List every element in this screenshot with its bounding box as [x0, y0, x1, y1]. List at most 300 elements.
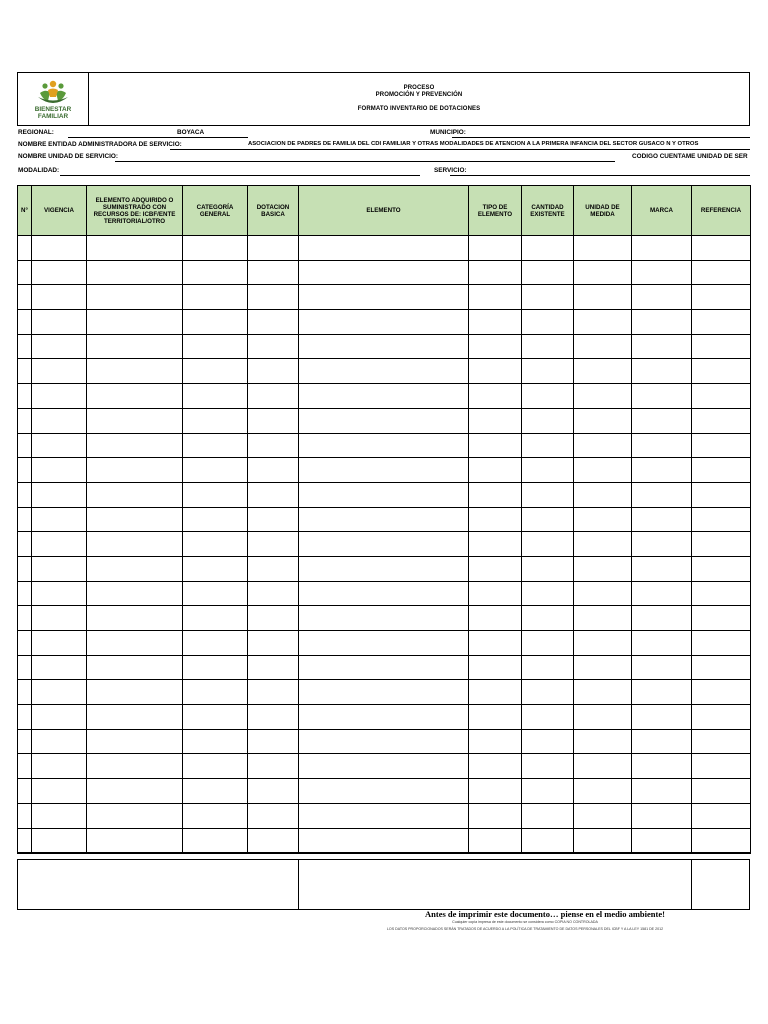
- col-header-elemento: ELEMENTO: [299, 186, 469, 236]
- table-cell[interactable]: [692, 433, 751, 458]
- table-cell[interactable]: [32, 680, 87, 705]
- table-cell[interactable]: [248, 236, 299, 261]
- table-cell[interactable]: [632, 260, 692, 285]
- table-cell[interactable]: [522, 285, 574, 310]
- table-cell[interactable]: [248, 680, 299, 705]
- table-cell[interactable]: [32, 581, 87, 606]
- table-cell[interactable]: [574, 680, 632, 705]
- table-cell[interactable]: [183, 779, 248, 804]
- table-cell[interactable]: [299, 334, 469, 359]
- table-cell[interactable]: [87, 236, 183, 261]
- table-cell[interactable]: [87, 754, 183, 779]
- table-cell[interactable]: [248, 458, 299, 483]
- table-cell[interactable]: [632, 606, 692, 631]
- inventory-table: [17, 185, 751, 854]
- table-cell[interactable]: [183, 828, 248, 853]
- table-cell[interactable]: [183, 754, 248, 779]
- table-cell[interactable]: [632, 581, 692, 606]
- table-cell[interactable]: [692, 828, 751, 853]
- regional-label: REGIONAL:: [18, 129, 54, 136]
- table-cell[interactable]: [87, 482, 183, 507]
- table-cell[interactable]: [522, 359, 574, 384]
- table-cell[interactable]: [632, 334, 692, 359]
- table-cell[interactable]: [632, 310, 692, 335]
- table-cell[interactable]: [183, 631, 248, 656]
- table-cell[interactable]: [469, 680, 522, 705]
- table-cell[interactable]: [632, 408, 692, 433]
- table-cell[interactable]: [692, 532, 751, 557]
- table-cell[interactable]: [32, 532, 87, 557]
- table-cell[interactable]: [632, 828, 692, 853]
- table-cell[interactable]: [574, 310, 632, 335]
- table-cell[interactable]: [32, 310, 87, 335]
- process-label: PROCESO: [403, 85, 435, 91]
- table-cell[interactable]: [522, 655, 574, 680]
- table-cell[interactable]: [299, 285, 469, 310]
- table-cell[interactable]: [248, 705, 299, 730]
- table-cell[interactable]: [299, 433, 469, 458]
- table-cell[interactable]: [248, 803, 299, 828]
- unidad-underline: [115, 161, 615, 162]
- table-cell[interactable]: [87, 729, 183, 754]
- modalidad-underline: [60, 175, 420, 176]
- table-cell[interactable]: [299, 556, 469, 581]
- table-cell[interactable]: [248, 729, 299, 754]
- table-cell[interactable]: [18, 433, 32, 458]
- table-cell[interactable]: [18, 458, 32, 483]
- table-cell[interactable]: [32, 705, 87, 730]
- table-cell[interactable]: [632, 680, 692, 705]
- table-cell[interactable]: [692, 631, 751, 656]
- process-name: PROMOCIÓN Y PREVENCIÓN: [375, 92, 463, 98]
- table-cell[interactable]: [183, 655, 248, 680]
- table-cell[interactable]: [692, 260, 751, 285]
- logo-text-bienestar: BIENESTAR: [34, 106, 72, 113]
- table-cell[interactable]: [632, 359, 692, 384]
- table-cell[interactable]: [299, 236, 469, 261]
- table-cell[interactable]: [522, 705, 574, 730]
- table-cell[interactable]: [522, 433, 574, 458]
- table-cell[interactable]: [183, 359, 248, 384]
- table-cell[interactable]: [18, 556, 32, 581]
- table-cell[interactable]: [692, 606, 751, 631]
- table-cell[interactable]: [183, 556, 248, 581]
- table-cell[interactable]: [183, 236, 248, 261]
- table-cell[interactable]: [248, 384, 299, 409]
- table-cell[interactable]: [574, 729, 632, 754]
- table-cell[interactable]: [632, 433, 692, 458]
- table-cell[interactable]: [32, 556, 87, 581]
- table-cell[interactable]: [692, 482, 751, 507]
- table-cell[interactable]: [299, 828, 469, 853]
- table-cell[interactable]: [692, 334, 751, 359]
- table-cell[interactable]: [522, 236, 574, 261]
- table-cell[interactable]: [32, 631, 87, 656]
- table-cell[interactable]: [248, 433, 299, 458]
- table-cell[interactable]: [692, 705, 751, 730]
- signature-box: [17, 859, 750, 910]
- table-cell[interactable]: [248, 310, 299, 335]
- table-cell[interactable]: [522, 754, 574, 779]
- table-cell[interactable]: [469, 384, 522, 409]
- table-cell[interactable]: [248, 556, 299, 581]
- table-cell[interactable]: [32, 803, 87, 828]
- table-cell[interactable]: [692, 384, 751, 409]
- table-cell[interactable]: [87, 310, 183, 335]
- table-cell[interactable]: [522, 729, 574, 754]
- table-cell[interactable]: [632, 507, 692, 532]
- table-cell[interactable]: [299, 803, 469, 828]
- table-cell[interactable]: [32, 408, 87, 433]
- table-cell[interactable]: [692, 729, 751, 754]
- table-cell[interactable]: [632, 754, 692, 779]
- table-cell[interactable]: [692, 458, 751, 483]
- table-cell[interactable]: [522, 384, 574, 409]
- table-cell[interactable]: [692, 556, 751, 581]
- table-cell[interactable]: [522, 803, 574, 828]
- table-cell[interactable]: [248, 285, 299, 310]
- table-cell[interactable]: [18, 359, 32, 384]
- table-cell[interactable]: [632, 285, 692, 310]
- table-cell[interactable]: [574, 631, 632, 656]
- table-cell[interactable]: [299, 359, 469, 384]
- table-cell[interactable]: [574, 334, 632, 359]
- table-body: [18, 236, 751, 854]
- table-cell[interactable]: [469, 359, 522, 384]
- table-cell[interactable]: [299, 680, 469, 705]
- table-cell[interactable]: [632, 532, 692, 557]
- table-cell[interactable]: [692, 680, 751, 705]
- table-cell[interactable]: [18, 384, 32, 409]
- table-cell[interactable]: [632, 729, 692, 754]
- table-cell[interactable]: [18, 828, 32, 853]
- table-cell[interactable]: [574, 779, 632, 804]
- table-cell[interactable]: [87, 803, 183, 828]
- table-cell[interactable]: [18, 285, 32, 310]
- table-cell[interactable]: [248, 828, 299, 853]
- table-cell[interactable]: [18, 260, 32, 285]
- table-cell[interactable]: [248, 754, 299, 779]
- table-cell[interactable]: [692, 408, 751, 433]
- table-row: [18, 779, 751, 804]
- table-cell[interactable]: [522, 556, 574, 581]
- table-row: [18, 729, 751, 754]
- table-cell[interactable]: [299, 581, 469, 606]
- logo-text-familiar: FAMILIAR: [37, 113, 69, 120]
- table-cell[interactable]: [692, 754, 751, 779]
- table-cell[interactable]: [469, 482, 522, 507]
- table-cell[interactable]: [18, 729, 32, 754]
- table-cell[interactable]: [522, 408, 574, 433]
- table-cell[interactable]: [299, 754, 469, 779]
- table-cell[interactable]: [574, 556, 632, 581]
- table-cell[interactable]: [692, 285, 751, 310]
- table-cell[interactable]: [692, 359, 751, 384]
- table-cell[interactable]: [299, 729, 469, 754]
- table-cell[interactable]: [574, 705, 632, 730]
- table-header-row: [18, 186, 751, 236]
- table-cell[interactable]: [183, 408, 248, 433]
- table-cell[interactable]: [18, 507, 32, 532]
- table-cell[interactable]: [32, 433, 87, 458]
- table-cell[interactable]: [32, 754, 87, 779]
- table-cell[interactable]: [522, 507, 574, 532]
- table-cell[interactable]: [469, 803, 522, 828]
- table-cell[interactable]: [32, 507, 87, 532]
- table-cell[interactable]: [469, 285, 522, 310]
- table-cell[interactable]: [632, 458, 692, 483]
- table-cell[interactable]: [87, 779, 183, 804]
- table-cell[interactable]: [87, 359, 183, 384]
- table-cell[interactable]: [469, 433, 522, 458]
- table-cell[interactable]: [32, 606, 87, 631]
- table-cell[interactable]: [87, 705, 183, 730]
- table-cell[interactable]: [18, 631, 32, 656]
- table-cell[interactable]: [469, 606, 522, 631]
- municipio-underline: [452, 137, 750, 138]
- table-cell[interactable]: [574, 803, 632, 828]
- table-cell[interactable]: [692, 507, 751, 532]
- table-cell[interactable]: [18, 779, 32, 804]
- table-cell[interactable]: [469, 631, 522, 656]
- table-cell[interactable]: [522, 334, 574, 359]
- table-cell[interactable]: [574, 433, 632, 458]
- table-cell[interactable]: [183, 532, 248, 557]
- table-cell[interactable]: [18, 754, 32, 779]
- table-cell[interactable]: [692, 779, 751, 804]
- table-cell[interactable]: [299, 482, 469, 507]
- table-cell[interactable]: [299, 705, 469, 730]
- table-cell[interactable]: [32, 655, 87, 680]
- table-cell[interactable]: [183, 310, 248, 335]
- table-cell[interactable]: [299, 507, 469, 532]
- table-cell[interactable]: [299, 606, 469, 631]
- table-cell[interactable]: [248, 581, 299, 606]
- table-cell[interactable]: [632, 482, 692, 507]
- table-cell[interactable]: [18, 803, 32, 828]
- table-cell[interactable]: [574, 507, 632, 532]
- table-cell[interactable]: [87, 507, 183, 532]
- table-cell[interactable]: [299, 655, 469, 680]
- table-cell[interactable]: [469, 260, 522, 285]
- table-cell[interactable]: [574, 655, 632, 680]
- table-cell[interactable]: [299, 384, 469, 409]
- table-cell[interactable]: [574, 581, 632, 606]
- table-cell[interactable]: [522, 828, 574, 853]
- table-cell[interactable]: [469, 828, 522, 853]
- table-row: [18, 754, 751, 779]
- table-cell[interactable]: [469, 655, 522, 680]
- table-cell[interactable]: [32, 482, 87, 507]
- table-cell[interactable]: [18, 606, 32, 631]
- table-cell[interactable]: [469, 236, 522, 261]
- table-cell[interactable]: [183, 334, 248, 359]
- table-cell[interactable]: [692, 803, 751, 828]
- table-cell[interactable]: [469, 458, 522, 483]
- privacy-note: LOS DATOS PROPORCIONADOS SERÁN TRATADOS DE ACUERDO A LA POLÍTICA DE TRATAMIENTO DE DATOS PERSONALES DEL ICBF Y A LA LEY 1581 DE 2012: [386, 927, 664, 931]
- table-cell[interactable]: [522, 458, 574, 483]
- table-cell[interactable]: [692, 236, 751, 261]
- table-cell[interactable]: [522, 260, 574, 285]
- table-cell[interactable]: [574, 260, 632, 285]
- table-cell[interactable]: [18, 655, 32, 680]
- table-cell[interactable]: [522, 631, 574, 656]
- table-cell[interactable]: [87, 828, 183, 853]
- table-cell[interactable]: [183, 803, 248, 828]
- table-cell[interactable]: [469, 408, 522, 433]
- table-cell[interactable]: [87, 655, 183, 680]
- table-cell[interactable]: [32, 384, 87, 409]
- table-cell[interactable]: [574, 408, 632, 433]
- table-row: [18, 433, 751, 458]
- table-cell[interactable]: [183, 581, 248, 606]
- table-cell[interactable]: [183, 606, 248, 631]
- table-cell[interactable]: [248, 655, 299, 680]
- table-cell[interactable]: [183, 458, 248, 483]
- table-cell[interactable]: [632, 803, 692, 828]
- table-cell[interactable]: [522, 779, 574, 804]
- table-cell[interactable]: [469, 754, 522, 779]
- table-cell[interactable]: [183, 482, 248, 507]
- table-cell[interactable]: [87, 285, 183, 310]
- table-cell[interactable]: [18, 532, 32, 557]
- table-cell[interactable]: [32, 729, 87, 754]
- table-cell[interactable]: [87, 532, 183, 557]
- table-cell[interactable]: [574, 359, 632, 384]
- entidad-label: NOMBRE ENTIDAD ADMINISTRADORA DE SERVICIO:: [18, 141, 182, 148]
- table-cell[interactable]: [183, 433, 248, 458]
- table-cell[interactable]: [574, 236, 632, 261]
- table-cell[interactable]: [522, 606, 574, 631]
- table-cell[interactable]: [18, 581, 32, 606]
- table-cell[interactable]: [248, 408, 299, 433]
- table-cell[interactable]: [632, 705, 692, 730]
- col-header-vigencia: VIGENCIA: [32, 186, 87, 236]
- table-cell[interactable]: [248, 334, 299, 359]
- table-cell[interactable]: [32, 458, 87, 483]
- table-cell[interactable]: [299, 310, 469, 335]
- table-cell[interactable]: [299, 532, 469, 557]
- table-cell[interactable]: [18, 310, 32, 335]
- table-cell[interactable]: [522, 581, 574, 606]
- table-cell[interactable]: [632, 384, 692, 409]
- table-cell[interactable]: [632, 236, 692, 261]
- table-cell[interactable]: [469, 581, 522, 606]
- table-cell[interactable]: [248, 779, 299, 804]
- table-cell[interactable]: [299, 260, 469, 285]
- table-cell[interactable]: [299, 779, 469, 804]
- table-cell[interactable]: [574, 828, 632, 853]
- table-cell[interactable]: [574, 285, 632, 310]
- table-cell[interactable]: [469, 310, 522, 335]
- table-cell[interactable]: [183, 705, 248, 730]
- table-cell[interactable]: [87, 606, 183, 631]
- table-cell[interactable]: [299, 458, 469, 483]
- table-cell[interactable]: [87, 334, 183, 359]
- table-cell[interactable]: [87, 384, 183, 409]
- table-cell[interactable]: [248, 631, 299, 656]
- table-cell[interactable]: [18, 334, 32, 359]
- table-cell[interactable]: [522, 532, 574, 557]
- table-cell[interactable]: [692, 655, 751, 680]
- table-cell[interactable]: [248, 359, 299, 384]
- table-cell[interactable]: [87, 631, 183, 656]
- table-cell[interactable]: [522, 310, 574, 335]
- table-cell[interactable]: [692, 310, 751, 335]
- table-cell[interactable]: [574, 482, 632, 507]
- table-cell[interactable]: [87, 408, 183, 433]
- table-cell[interactable]: [183, 507, 248, 532]
- table-cell[interactable]: [299, 631, 469, 656]
- table-row: [18, 236, 751, 261]
- table-cell[interactable]: [248, 260, 299, 285]
- table-cell[interactable]: [32, 779, 87, 804]
- table-cell[interactable]: [574, 532, 632, 557]
- table-cell[interactable]: [574, 458, 632, 483]
- table-cell[interactable]: [87, 581, 183, 606]
- table-cell[interactable]: [87, 433, 183, 458]
- table-cell[interactable]: [87, 458, 183, 483]
- table-cell[interactable]: [32, 359, 87, 384]
- table-cell[interactable]: [469, 507, 522, 532]
- table-cell[interactable]: [469, 779, 522, 804]
- table-cell[interactable]: [469, 532, 522, 557]
- table-cell[interactable]: [183, 260, 248, 285]
- table-cell[interactable]: [248, 532, 299, 557]
- table-cell[interactable]: [87, 680, 183, 705]
- table-cell[interactable]: [299, 408, 469, 433]
- table-cell[interactable]: [18, 408, 32, 433]
- environment-note: Antes de imprimir este documento… piense en el medio ambiente!: [425, 909, 665, 919]
- table-cell[interactable]: [32, 260, 87, 285]
- table-cell[interactable]: [469, 334, 522, 359]
- table-cell[interactable]: [183, 384, 248, 409]
- table-cell[interactable]: [248, 606, 299, 631]
- table-cell[interactable]: [632, 631, 692, 656]
- table-cell[interactable]: [32, 236, 87, 261]
- table-cell[interactable]: [692, 581, 751, 606]
- table-cell[interactable]: [574, 384, 632, 409]
- table-cell[interactable]: [32, 828, 87, 853]
- table-cell[interactable]: [469, 729, 522, 754]
- table-cell[interactable]: [32, 285, 87, 310]
- table-cell[interactable]: [18, 680, 32, 705]
- table-cell[interactable]: [522, 680, 574, 705]
- table-cell[interactable]: [574, 754, 632, 779]
- table-cell[interactable]: [574, 606, 632, 631]
- table-cell[interactable]: [18, 236, 32, 261]
- table-cell[interactable]: [183, 285, 248, 310]
- table-cell[interactable]: [32, 334, 87, 359]
- table-cell[interactable]: [87, 260, 183, 285]
- table-cell[interactable]: [87, 556, 183, 581]
- table-cell[interactable]: [469, 556, 522, 581]
- copy-note: Cualquier copia impresa de este documento se considera como COPIA NO CONTROLADA: [452, 920, 598, 924]
- table-cell[interactable]: [183, 680, 248, 705]
- table-cell[interactable]: [632, 655, 692, 680]
- table-cell[interactable]: [632, 779, 692, 804]
- table-cell[interactable]: [248, 482, 299, 507]
- table-cell[interactable]: [183, 729, 248, 754]
- table-cell[interactable]: [469, 705, 522, 730]
- table-cell[interactable]: [522, 482, 574, 507]
- table-cell[interactable]: [18, 482, 32, 507]
- table-cell[interactable]: [18, 705, 32, 730]
- table-row: [18, 655, 751, 680]
- col-header-tipo: TIPO DE ELEMENTO: [469, 186, 522, 236]
- table-cell[interactable]: [248, 507, 299, 532]
- table-cell[interactable]: [632, 556, 692, 581]
